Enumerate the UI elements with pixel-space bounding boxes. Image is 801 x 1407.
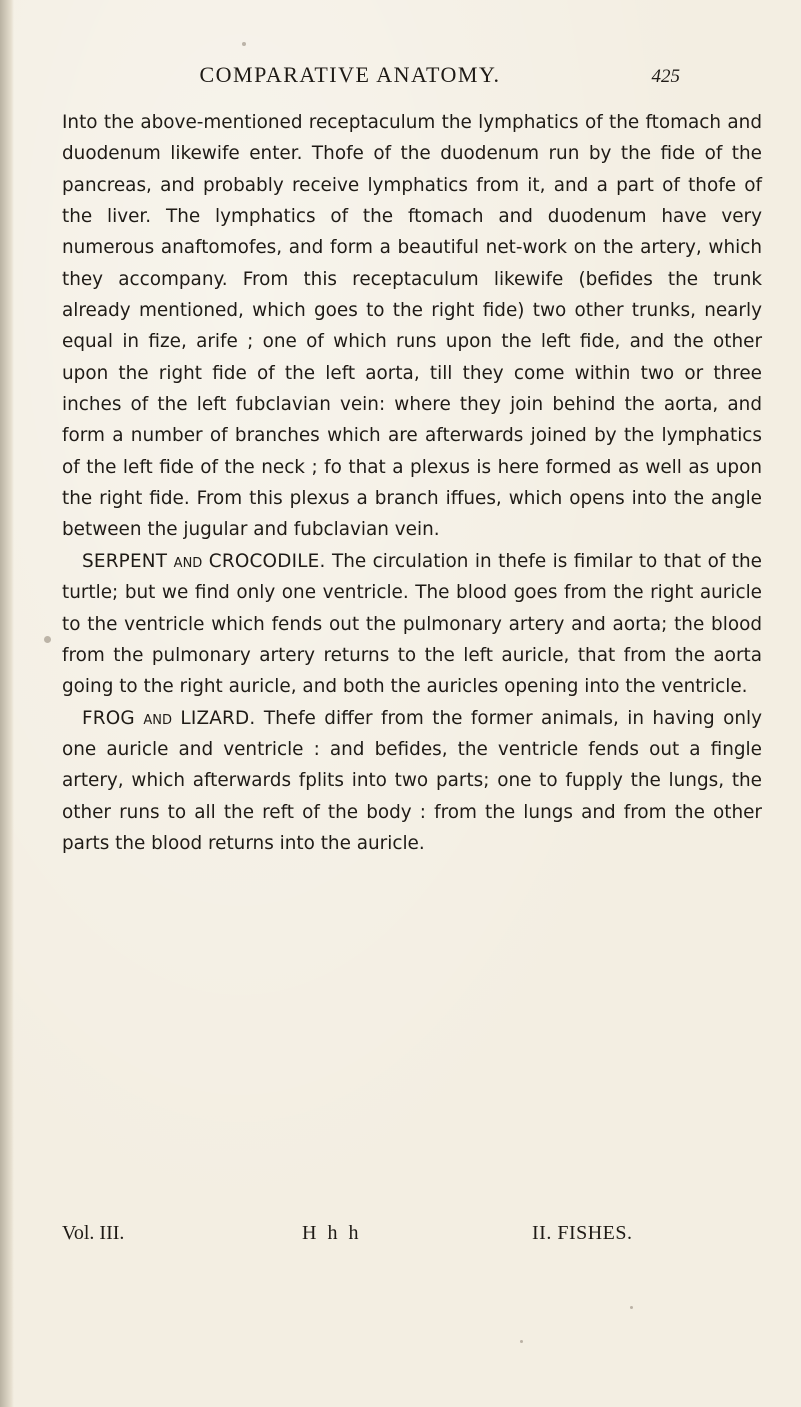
body-text [62,107,762,859]
paper-speck [630,1306,633,1309]
catchword: II. FISHES. [532,1222,633,1244]
paragraph-frog-lizard [62,703,762,860]
paper-speck [44,636,51,643]
paragraph-text: The circulation in thefe is fimilar to that of the turtle; but we find only one ventricle. The blood goes from the right auricle to the ventricle which fends out the pulmonary artery and aorta; the blood from the pulmonary artery returns to the left auricle, that from the aorta going to the right auricle, and both the auricles opening into the ventricle. [62,550,762,698]
paper-speck [520,1340,523,1343]
signature-mark: H h h [302,1222,362,1244]
paragraph-serpent-crocodile [62,546,762,703]
section-heading-serpent: SERPENT [82,550,168,572]
running-title: COMPARATIVE ANATOMY. [199,62,501,87]
paragraph-text: Thefe differ from the former animals, in having only one auricle and ventricle : and befides, the ventricle fends out a fingle artery, which afterwards fplits into two parts; one to fupply the lungs, the other runs to all the reft of the body : from the lungs and from the other parts the blood returns into the auricle. [62,707,762,854]
binding-edge [0,0,14,1407]
volume-label: Vol. III. [62,1222,125,1244]
running-head [120,62,680,102]
section-heading-frog: FROG [82,707,135,729]
paragraph-text: Into the above-mentioned receptaculum the lymphatics of the ftomach and duodenum likewife enter. Thofe of the duodenum run by the fide of the pancreas, and probably receive lymphatics from it, and a part of thofe of the liver. The lymphatics of the ftomach and duodenum have very numerous anaftomofes, and form a beautiful net-work on the artery, which they accompany. From this receptaculum likewife (befides the trunk already mentioned, which goes to the right fide) two other trunks, nearly equal in fize, arife ; one of which runs upon the left fide, and the other upon the right fide of the left aorta, till they come within two or three inches of the left fubclavian vein: where they join behind the aorta, and form a number of branches which are afterwards joined by the lymphatics of the left fide of the neck ; fo that a plexus is here formed as well as upon the right fide. From this plexus a branch iffues, which opens into the angle between the jugular and fubclavian vein. [62,112,762,541]
section-heading-and: and [173,550,203,572]
section-heading-lizard: LIZARD. [180,707,256,729]
page-number: 425 [651,66,680,87]
paper-speck [242,42,246,46]
page-footer [62,1222,762,1256]
section-heading-crocodile: CROCODILE. [208,550,326,572]
paragraph-receptaculum [62,107,762,546]
section-heading-and: and [143,707,172,729]
